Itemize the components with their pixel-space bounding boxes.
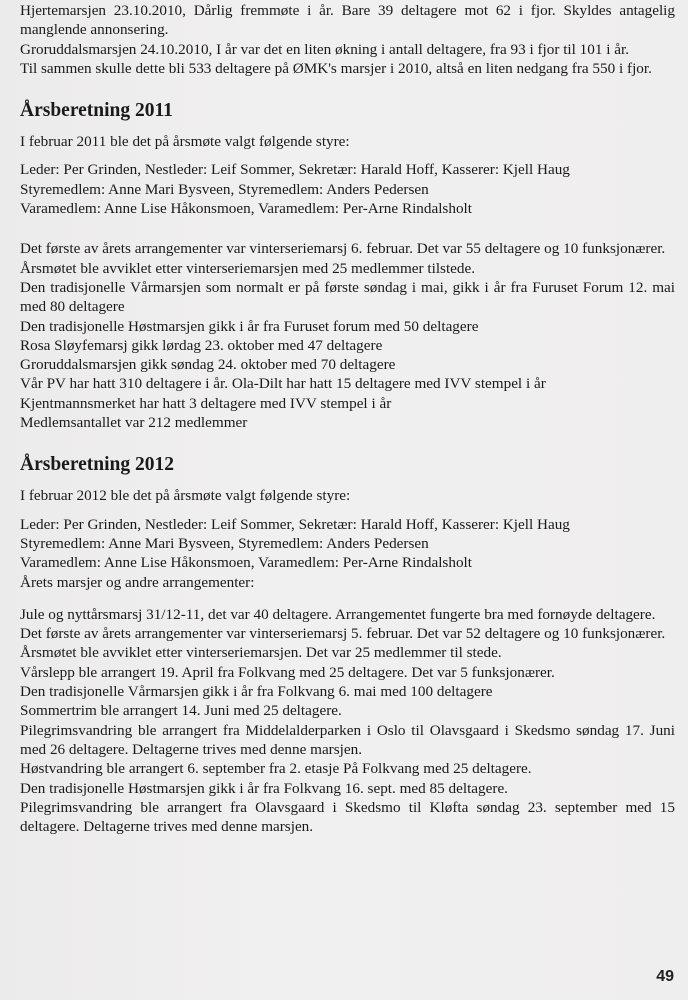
section-2011-event: Kjentmannsmerket har hatt 3 deltagere med IVV stempel i år xyxy=(20,394,392,412)
section-2011-event: Rosa Sløyfemarsj gikk lørdag 23. oktober med 47 deltagere xyxy=(20,336,383,354)
section-2012-event: Den tradisjonelle Vårmarsjen gikk i år fra Folkvang 6. mai med 100 deltagere xyxy=(20,683,493,701)
section-2012-board-line: Styremedlem: Anne Mari Bysveen, Styremedlem: Anders Pedersen xyxy=(20,534,429,552)
section-2012-event: Pilegrimsvandring ble arrangert fra Olavsgaard i Skedsmo til Kløfta søndag 23. september med 15 deltagere. Deltagerne trives med denne marsjen. xyxy=(20,798,675,836)
section-2011-event: Den tradisjonelle Vårmarsjen som normalt er på første søndag i mai, gikk i år fra Furuset Forum 12. mai med 80 deltagere xyxy=(20,278,675,316)
section-2012-event: Jule og nyttårsmarsj 31/12-11, det var 40 deltagere. Arrangementet fungerte bra med fornøyde deltagere. xyxy=(20,605,656,623)
section-2012-board-intro: I februar 2012 ble det på årsmøte valgt følgende styre: xyxy=(20,487,351,505)
section-2012-event: Sommertrim ble arrangert 14. Juni med 25 deltagere. xyxy=(20,702,342,720)
section-2012-event: Det første av årets arrangementer var vinterseriemarsj 5. februar. Det var 52 deltagere og 10 funksjonærer. xyxy=(20,625,666,643)
section-2012-title: Årsberetning 2012 xyxy=(20,454,175,476)
page-number: 49 xyxy=(656,968,674,985)
section-2011-event: Medlemsantallet var 212 medlemmer xyxy=(20,414,248,432)
section-2012-board-line: Årets marsjer og andre arrangementer: xyxy=(20,573,255,591)
section-2011-board-intro: I februar 2011 ble det på årsmøte valgt følgende styre: xyxy=(20,133,350,151)
section-2012-event: Vårslepp ble arrangert 19. April fra Folkvang med 25 deltagere. Det var 5 funksjonærer. xyxy=(20,663,555,681)
section-2011-event: Det første av årets arrangementer var vinterseriemarsj 6. februar. Det var 55 deltagere og 10 funksjonærer. xyxy=(20,240,666,258)
intro-paragraph-2: Groruddalsmarsjen 24.10.2010, I år var det en liten økning i antall deltagere, fra 93 i fjor til 101 i år. xyxy=(20,40,630,58)
section-2012-board-line: Varamedlem: Anne Lise Håkonsmoen, Varamedlem: Per-Arne Rindalsholt xyxy=(20,554,472,572)
section-2012-event: Årsmøtet ble avviklet etter vinterseriemarsjen. Det var 25 medlemmer til stede. xyxy=(20,644,502,662)
section-2011-title: Årsberetning 2011 xyxy=(20,100,173,122)
section-2011-event: Groruddalsmarsjen gikk søndag 24. oktober med 70 deltagere xyxy=(20,356,396,374)
section-2011-event: Den tradisjonelle Høstmarsjen gikk i år fra Furuset forum med 50 deltagere xyxy=(20,317,479,335)
section-2012-event: Pilegrimsvandring ble arrangert fra Middelalderparken i Oslo til Olavsgaard i Skedsmo søndag 17. Juni med 26 deltagere. Deltagerne trives med denne marsjen. xyxy=(20,721,675,758)
section-2011-event: Årsmøtet ble avviklet etter vinterseriemarsjen med 25 medlemmer tilstede. xyxy=(20,259,476,277)
section-2011-board-line: Varamedlem: Anne Lise Håkonsmoen, Varamedlem: Per-Arne Rindalsholt xyxy=(20,200,472,218)
section-2012-event: Høstvandring ble arrangert 6. september fra 2. etasje På Folkvang med 25 deltagere. xyxy=(20,760,532,778)
section-2011-board-line: Styremedlem: Anne Mari Bysveen, Styremedlem: Anders Pedersen xyxy=(20,180,429,198)
page-content xyxy=(20,1,675,836)
intro-paragraph-1: Hjertemarsjen 23.10.2010, Dårlig fremmøte i år. Bare 39 deltagere mot 62 i fjor. Skyldes antagelig manglende annonsering. xyxy=(20,2,675,39)
intro-paragraph-3: Til sammen skulle dette bli 533 deltagere på ØMK's marsjer i 2010, altså en liten nedgang fra 550 i fjor. xyxy=(20,59,652,77)
section-2011-event: Vår PV har hatt 310 deltagere i år. Ola-Dilt har hatt 15 deltagere med IVV stempel i år xyxy=(20,375,546,393)
section-2012-event: Den tradisjonelle Høstmarsjen gikk i år fra Folkvang 16. sept. med 85 deltagere. xyxy=(20,779,508,797)
section-2011-board-line: Leder: Per Grinden, Nestleder: Leif Sommer, Sekretær: Harald Hoff, Kasserer: Kjell Haug xyxy=(20,161,570,179)
section-2012-board-line: Leder: Per Grinden, Nestleder: Leif Sommer, Sekretær: Harald Hoff, Kasserer: Kjell Haug xyxy=(20,515,570,533)
